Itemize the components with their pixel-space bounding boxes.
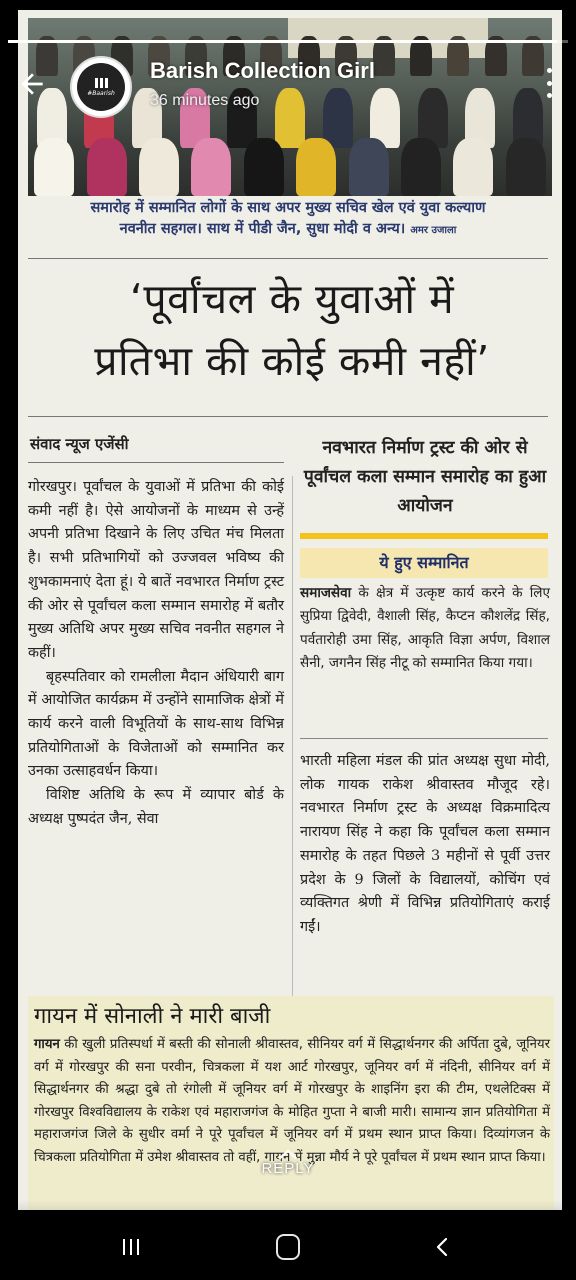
byline: संवाद न्यूज एजेंसी (30, 435, 129, 453)
navigation-bar (0, 1228, 576, 1268)
highlight-bar (300, 533, 548, 539)
nav-back-icon[interactable] (432, 1236, 454, 1258)
recent-apps-icon[interactable] (120, 1236, 142, 1258)
caption-line-2: नवनीत सहगल। साथ में पीडी जैन, सुधा मोदी व अन्य। (119, 221, 406, 237)
story-image (18, 10, 562, 1210)
divider (28, 416, 548, 417)
more-vertical-icon[interactable] (544, 68, 554, 98)
avatar-text: #Baarish (87, 89, 115, 97)
avatar[interactable] (70, 56, 132, 118)
caption-line-1: समारोह में सम्मानित लोगों के साथ अपर मुख्य सचिव खेल एवं युवा कल्याण (90, 200, 486, 216)
left-paragraph-3: विशिष्ट अतिथि के रूप में व्यापार बोर्ड के अध्यक्ष पुष्पदंत जैन, सेवा (28, 787, 284, 827)
timestamp: 36 minutes ago (150, 92, 260, 109)
headline-line-2: प्रतिभा की कोई कमी नहीं’ (94, 337, 490, 385)
honored-text (300, 582, 550, 675)
caption-source: अमर उजाला (410, 225, 457, 236)
avatar-bars (95, 78, 108, 88)
left-column (28, 476, 284, 832)
divider (28, 258, 548, 259)
home-icon[interactable] (276, 1234, 300, 1260)
user-name[interactable]: Barish Collection Girl (150, 58, 375, 83)
sub-headline: नवभारत निर्माण ट्रस्ट की ओर से पूर्वांचल कला सम्मान समारोह का हुआ आयोजन (303, 438, 547, 516)
story-progress-fill (8, 40, 557, 43)
chevron-up-icon (278, 1148, 298, 1160)
column-divider (292, 476, 293, 996)
left-paragraph-1: गोरखपुर। पूर्वांचल के युवाओं में प्रतिभा की कोई कमी नहीं है। ऐसे आयोजनों के माध्यम से उन्हें अपनी प्रतिभा दिखाने के लिए उचित मंच मिलता है। सभी प्रतिभागियों को उज्जवल भविष्य की शुभकामनाएं देता हूं। ये बातें नवभारत निर्माण ट्रस्ट की ओर से पूर्वांचल कला सम्मान समारोह में बतौर मुख्य अतिथि अपर मुख्य सचिव नवनीत सहगल ने कहीं। (28, 479, 284, 661)
honored-title: ये हुए सम्मानित (300, 548, 548, 578)
audience-front-row (28, 138, 552, 196)
back-arrow-icon[interactable] (16, 68, 48, 100)
avatar-logo (77, 63, 125, 111)
winners-lead: गायन (34, 1037, 60, 1052)
honored-body: के क्षेत्र में उत्कृष्ट कार्य करने के लिए सुप्रिया द्विवेदी, वैशाली सिंह, कैप्टन कौशलेंद्र सिंह, पर्वतारोही उमा सिंह, आकृति विज्ञा अर्पण, विशाल सैनी, जगनैन सिंह नीटू को सम्मानित किया गया। (300, 585, 550, 671)
status-header (0, 50, 576, 120)
headline-line-1: ‘पूर्वांचल के युवाओं में (129, 275, 455, 323)
story-progress-bar (8, 40, 568, 43)
right-paragraph-1: भारती महिला मंडल की प्रांत अध्यक्ष सुधा मोदी, लोक गायक राकेश श्रीवास्तव मौजूद रहे। नवभारत निर्माण ट्रस्ट के अध्यक्ष विक्रमादित्य नारायण सिंह ने कहा कि पूर्वांचल कला सम्मान समारोह के तहत पिछले 3 महीनों से पूर्वी उत्तर प्रदेश के 9 जिलों के विद्यालयों, कोचिंग एवं व्यक्तिगत श्रेणी में विभिन्न प्रतियोगिताएं कराई गईं। (300, 753, 550, 935)
winners-box-title: गायन में सोनाली ने मारी बाजी (34, 1004, 271, 1029)
honored-lead: समाजसेवा (300, 585, 352, 601)
left-paragraph-2: बृहस्पतिवार को रामलीला मैदान अंधियारी बाग में आयोजित कार्यक्रम में उन्होंने सामाजिक क्षेत्रों में कार्य करने वाली विभूतियों के साथ-साथ विभिन्न प्रतियोगिताओं के विजेताओं को सम्मानित कर उनका उत्साहवर्धन किया। (28, 668, 284, 780)
article-headline (32, 268, 552, 392)
winners-body: की खुली प्रतिस्पर्धा में बस्ती की सोनाली श्रीवास्तव, सीनियर वर्ग में सिद्धार्थनगर की अर्पिता दुबे, जूनियर वर्ग में गोरखपुर की सना परवीन, चित्रकला में यश आर्ट गोरखपुर, जूनियर वर्ग में नंदिनी, सीनियर वर्ग में सिद्धार्थनगर की श्रद्धा दुबे तो रंगोली में जूनियर वर्ग में गोरखपुर के शाइनिंग इरा की टीम, एथलेटिक्स में गोरखपुर विश्वविद्यालय के राकेश एवं महाराजगंज के मोहित गुप्ता ने बाजी मारी। सामान्य ज्ञान प्रतियोगिता में महाराजगंज जिले के सुधीर वर्मा ने पूरे पूर्वांचल में जूनियर वर्ग में प्रथम स्थान प्राप्त किया। दिव्यांगजन के चित्रकला प्रतियोगिता में उमेश श्रीवास्तव तो वहीं, गायन में मुन्ना मौर्य ने पूरे पूर्वांचल में प्रथम स्थान प्राप्त किया। (34, 1037, 550, 1165)
reply-label: REPLY (261, 1160, 315, 1177)
photo-caption (28, 198, 548, 241)
divider (28, 462, 284, 463)
reply-button[interactable] (0, 1148, 576, 1177)
right-column (300, 750, 550, 940)
divider (300, 738, 548, 739)
